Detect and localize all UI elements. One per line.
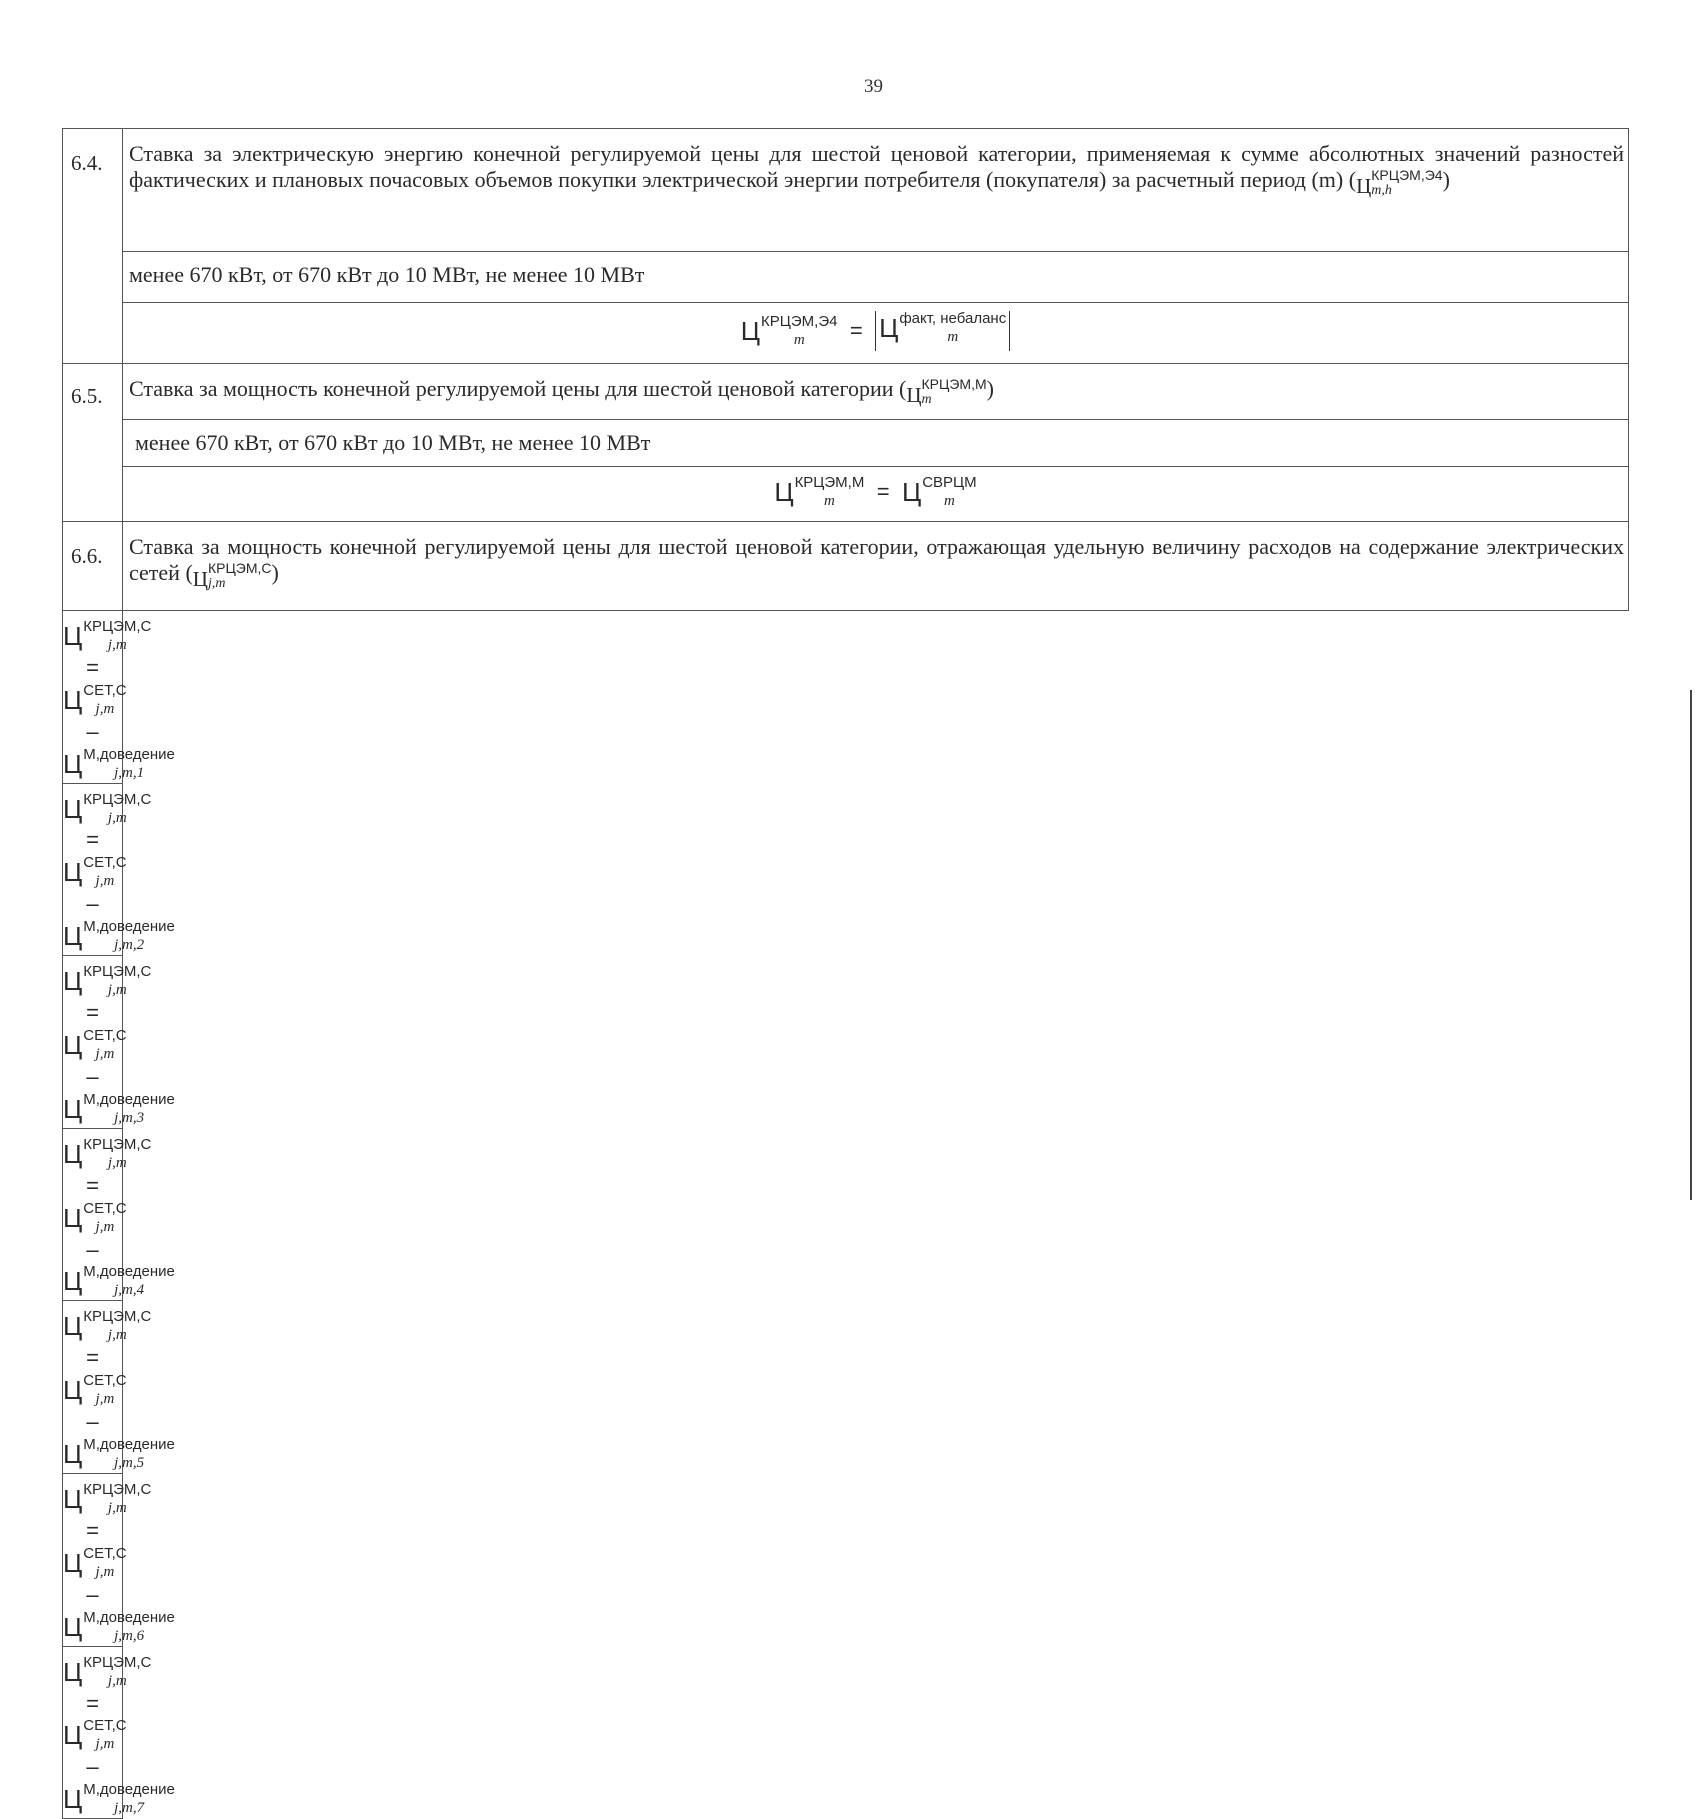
table-row	[63, 420, 1629, 467]
formula-mid: Ц СЕТ,С j,m	[63, 1372, 127, 1408]
formula-rhs: Ц М,доведение j,m,2	[63, 918, 175, 954]
tariff-table	[62, 128, 1629, 1819]
formula-lhs: Ц КРЦЭМ,С j,m	[63, 1480, 152, 1516]
page-number: 39	[864, 76, 883, 97]
table-row	[63, 1474, 1629, 1647]
table-row	[63, 303, 1629, 364]
formula-rhs: Ц факт, небаланс m	[879, 309, 1007, 345]
item-description: Ставка за электрическую энергию конечной регулируемой цены для шестой ценовой категории, применяемая к сумме абсолютных значений разностей фактических и плановых почасовых объемов покупки электрической энергии потребителя (покупателя) за расчетный период (m) ( Ц КРЦЭМ,Э4 m,h )	[123, 129, 1629, 252]
formula-cell: Ц КРЦЭМ,С j,m = Ц СЕТ,С j,m – Ц М,доведение j,m,2	[63, 783, 123, 956]
item-description: Ставка за мощность конечной регулируемой цены для шестой ценовой категории ( Ц КРЦЭМ,М m )	[123, 364, 1629, 420]
table-row	[63, 1301, 1629, 1474]
formula-lhs: Ц КРЦЭМ,С j,m	[63, 1308, 152, 1344]
formula-cell: Ц КРЦЭМ,М m = Ц СВРЦМ m	[123, 467, 1629, 522]
formula-rhs: Ц М,доведение j,m,6	[63, 1608, 175, 1644]
formula-cell: Ц КРЦЭМ,С j,m = Ц СЕТ,С j,m – Ц М,доведение j,m,6	[63, 1474, 123, 1647]
table-row	[63, 467, 1629, 522]
item-description: Ставка за мощность конечной регулируемой цены для шестой ценовой категории, отражающая удельную величину расходов на содержание электрических сетей ( Ц КРЦЭМ,С j,m )	[123, 522, 1629, 611]
formula-cell: Ц КРЦЭМ,С j,m = Ц СЕТ,С j,m – Ц М,доведение j,m,7	[63, 1646, 123, 1819]
formula-rhs: Ц М,доведение j,m,1	[63, 745, 175, 781]
formula-mid: Ц СЕТ,С j,m	[63, 681, 127, 717]
table-row	[63, 1646, 1629, 1819]
table-row	[63, 783, 1629, 956]
formula-lhs: Ц КРЦЭМ,С j,m	[63, 617, 152, 653]
table-row	[63, 611, 1629, 784]
formula-cell: Ц КРЦЭМ,С j,m = Ц СЕТ,С j,m – Ц М,доведение j,m,5	[63, 1301, 123, 1474]
table-row	[63, 522, 1629, 611]
capacity-range: менее 670 кВт, от 670 кВт до 10 МВт, не менее 10 МВт	[123, 420, 1629, 467]
formula-rhs: Ц М,доведение j,m,4	[63, 1263, 175, 1299]
formula-lhs: Ц КРЦЭМ,С j,m	[63, 963, 152, 999]
capacity-range: менее 670 кВт, от 670 кВт до 10 МВт, не менее 10 МВт	[123, 252, 1629, 303]
item-number: 6.6.	[63, 522, 123, 611]
formula-cell: Ц КРЦЭМ,С j,m = Ц СЕТ,С j,m – Ц М,доведение j,m,4	[63, 1128, 123, 1301]
formula-mid: Ц СЕТ,С j,m	[63, 1199, 127, 1235]
table-row	[63, 129, 1629, 252]
formula-rhs: Ц М,доведение j,m,3	[63, 1090, 175, 1126]
formula-symbol: Ц КРЦЭМ,С j,m	[192, 560, 272, 591]
description-text: Ставка за электрическую энергию конечной регулируемой цены для шестой ценовой категории, применяемая к сумме абсолютных значений разностей фактических и плановых почасовых объемов покупки электрической энергии потребителя (покупателя) за расчетный период (m) (	[129, 141, 1624, 192]
formula-rhs: Ц М,доведение j,m,7	[63, 1781, 175, 1817]
formula-mid: Ц СЕТ,С j,m	[63, 1544, 127, 1580]
formula-mid: Ц СЕТ,С j,m	[63, 1026, 127, 1062]
formula-mid: Ц СЕТ,С j,m	[63, 854, 127, 890]
table-row	[63, 252, 1629, 303]
item-number: 6.4.	[63, 129, 123, 364]
formula-lhs: Ц КРЦЭМ,М m	[774, 473, 865, 509]
formula-lhs: Ц КРЦЭМ,Э4 m	[740, 313, 838, 348]
item-number: 6.5.	[63, 364, 123, 522]
formula-lhs: Ц КРЦЭМ,С j,m	[63, 790, 152, 826]
formula-rhs: Ц М,доведение j,m,5	[63, 1436, 175, 1472]
formula-cell: Ц КРЦЭМ,Э4 m = Ц факт, небаланс m	[123, 303, 1629, 364]
formula-lhs: Ц КРЦЭМ,С j,m	[63, 1135, 152, 1171]
formula-symbol: Ц КРЦЭМ,М m	[906, 376, 987, 407]
formula-symbol: Ц КРЦЭМ,Э4 m,h	[1356, 167, 1443, 198]
formula-cell: Ц КРЦЭМ,С j,m = Ц СЕТ,С j,m – Ц М,доведение j,m,3	[63, 956, 123, 1129]
formula-mid: Ц СЕТ,С j,m	[63, 1717, 127, 1753]
table-row	[63, 956, 1629, 1129]
formula-cell: Ц КРЦЭМ,С j,m = Ц СЕТ,С j,m – Ц М,доведение j,m,1	[63, 611, 123, 784]
formula-lhs: Ц КРЦЭМ,С j,m	[63, 1653, 152, 1689]
formula-rhs: Ц СВРЦМ m	[901, 473, 977, 509]
absolute-value	[875, 311, 1010, 351]
table-row	[63, 1128, 1629, 1301]
table-row	[63, 364, 1629, 420]
scan-edge-line	[1690, 690, 1692, 1200]
